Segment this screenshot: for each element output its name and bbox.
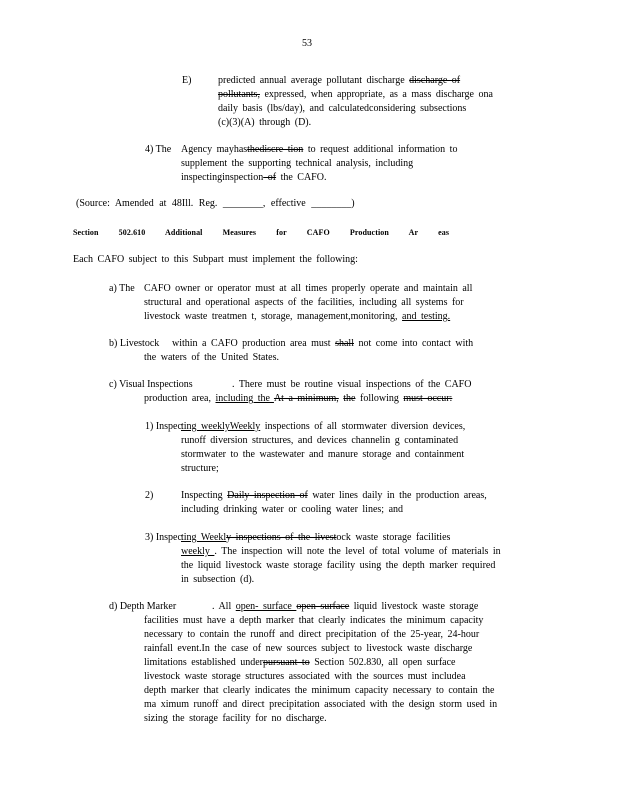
text-segment: the liquid livestock waste storage facility using the depth marker required [181, 560, 496, 571]
struck-text: must occur: [403, 393, 453, 404]
text-segment: inspectinginspection [181, 172, 264, 183]
item-c3-text [181, 531, 501, 587]
item-d-line [144, 684, 497, 698]
item-c1-label: 1) Inspec [145, 421, 182, 432]
inserted-text: including the [215, 393, 274, 404]
source-note: (Source: Amended at 48Ill. Reg. ________, effective ________) [76, 198, 355, 209]
item-d-line [144, 656, 497, 670]
text-segment: . All [212, 601, 236, 612]
text-segment: inspections of all stormwater diversion devices, [260, 421, 466, 432]
struck-text: thediscre tion [247, 144, 304, 155]
item-d-label: d) Depth Marker [109, 601, 177, 612]
page-number: 53 [302, 38, 312, 49]
text-segment: the waters of the United States. [144, 352, 279, 363]
text-segment: (c)(3)(A) through (D). [218, 117, 312, 128]
item-c3-line [181, 573, 501, 587]
text-segment: runoff diversion structures, and devices channelin g contaminated [181, 435, 459, 446]
struck-text: y inspections of the livest [226, 532, 337, 543]
item-c-label: c) Visual Inspections [109, 379, 193, 390]
text-segment: necessary to contain the runoff and direct precipitation of the 25-year, 24-hour [144, 629, 480, 640]
item-c1-text [181, 420, 465, 476]
item-a-label: a) The [109, 283, 135, 294]
item-c-line [144, 392, 471, 406]
text-segment: livestock waste storage structures associated with the sources must includea [144, 671, 466, 682]
item-c1-line [181, 420, 465, 434]
item-a-line [144, 282, 472, 296]
struck-text: Daily inspection of [227, 490, 308, 501]
text-segment: Section 502.830, all open surface [309, 657, 456, 668]
item-d-line [144, 698, 497, 712]
item-b-line [144, 351, 473, 365]
text-segment: within a CAFO production area must [172, 338, 336, 349]
inserted-text: ting Weekl [181, 532, 227, 543]
text-segment: . The inspection will note the level of total volume of materials in [214, 546, 501, 557]
struck-text: At a minimum, [273, 393, 339, 404]
text-segment: supplement the supporting technical analysis, including [181, 158, 414, 169]
text-segment: facilities must have a depth marker that clearly indicates the minimum capacity [144, 615, 484, 626]
item-e-line [218, 74, 493, 88]
intro-text: Each CAFO subject to this Subpart must implement the following: [73, 254, 358, 265]
item-c1-line [181, 462, 465, 476]
text-segment: limitations established under [144, 657, 263, 668]
text-segment: structure; [181, 463, 219, 474]
item-c2-label: 2) [145, 490, 154, 501]
struck-text: pollutants, [218, 89, 260, 100]
item-4-label: 4) The [145, 144, 172, 155]
item-4-text [181, 143, 457, 185]
struck-text: of [263, 172, 277, 183]
item-c3-line [181, 545, 501, 559]
item-e-line [218, 102, 493, 116]
item-c3-line [181, 531, 501, 545]
text-segment: expressed, when appropriate, as a mass discharge ona [259, 89, 493, 100]
text-segment: the CAFO. [276, 172, 327, 183]
item-e-label: E) [182, 75, 192, 86]
item-e-text [218, 74, 493, 130]
item-c2-line [181, 489, 487, 503]
text-segment: Inspecting [181, 490, 228, 501]
text-segment: predicted annual average pollutant discharge [218, 75, 410, 86]
item-d-line [144, 712, 497, 726]
section-heading: Section 502.610 Additional Measures for CAFO Production Ar eas [73, 228, 450, 237]
text-segment: ma ximum runoff and direct precipitation associated with the design storm used in [144, 699, 498, 710]
text-segment: including drinking water or cooling water lines; and [181, 504, 404, 515]
text-segment: following [355, 393, 404, 404]
item-a-text [144, 282, 472, 324]
inserted-text: weekly [181, 546, 215, 557]
item-c2-line [181, 503, 487, 517]
item-4-line [181, 143, 457, 157]
text-segment: liquid livestock waste storage [349, 601, 479, 612]
item-a-line [144, 296, 472, 310]
struck-text: the [343, 393, 356, 404]
text-segment: daily basis (lbs/day), and calculatedconsidering subsections [218, 103, 467, 114]
item-4-line [181, 157, 457, 171]
text-segment: to request additional information to [303, 144, 458, 155]
struck-text: open surface [296, 601, 350, 612]
text-segment: . There must be routine visual inspections of the CAFO [232, 379, 472, 390]
text-segment: rainfall event.In the case of new sources subject to livestock waste discharge [144, 643, 473, 654]
item-c3-label: 3) Inspec [145, 532, 182, 543]
text-segment: Agency mayhas [181, 144, 248, 155]
text-segment: structural and operational aspects of the facilities, including all systems for [144, 297, 464, 308]
item-d-line [144, 670, 497, 684]
text-segment: livestock waste treatmen t, storage, management,monitoring, [144, 311, 403, 322]
item-c3-line [181, 559, 501, 573]
text-segment: water lines daily in the production areas, [307, 490, 487, 501]
text-segment: sizing the storage facility for no discharge. [144, 713, 327, 724]
text-segment: ock waste storage facilities [336, 532, 451, 543]
inserted-text: and testing. [402, 311, 451, 322]
item-e-line [218, 88, 493, 102]
inserted-text: ting weeklyWeekly [181, 421, 261, 432]
struck-text: shall [335, 338, 354, 349]
text-segment: in subsection (d). [181, 574, 255, 585]
item-4-line [181, 171, 457, 185]
item-b-line [172, 337, 473, 351]
inserted-text: open- surface [235, 601, 297, 612]
item-c1-line [181, 448, 465, 462]
item-c-line [232, 378, 471, 392]
item-d-line [144, 642, 497, 656]
struck-text: pursuant to [262, 657, 310, 668]
item-b-text [144, 337, 474, 365]
text-segment: CAFO owner or operator must at all times properly operate and maintain all [144, 283, 473, 294]
text-segment: depth marker that clearly indicates the minimum capacity necessary to contain the [144, 685, 495, 696]
struck-text: discharge of [409, 75, 461, 86]
item-d-line [144, 628, 497, 642]
item-d-text [144, 600, 498, 726]
text-segment: not come into contact with [353, 338, 474, 349]
text-segment: production area, [144, 393, 216, 404]
item-c2-text [181, 489, 487, 517]
item-c1-line [181, 434, 465, 448]
item-b-label: b) Livestock [109, 338, 160, 349]
item-e-line [218, 116, 493, 130]
item-a-line [144, 310, 472, 324]
item-d-line [212, 600, 497, 614]
text-segment: stormwater to the wastewater and manure storage and containment [181, 449, 465, 460]
item-d-line [144, 614, 497, 628]
